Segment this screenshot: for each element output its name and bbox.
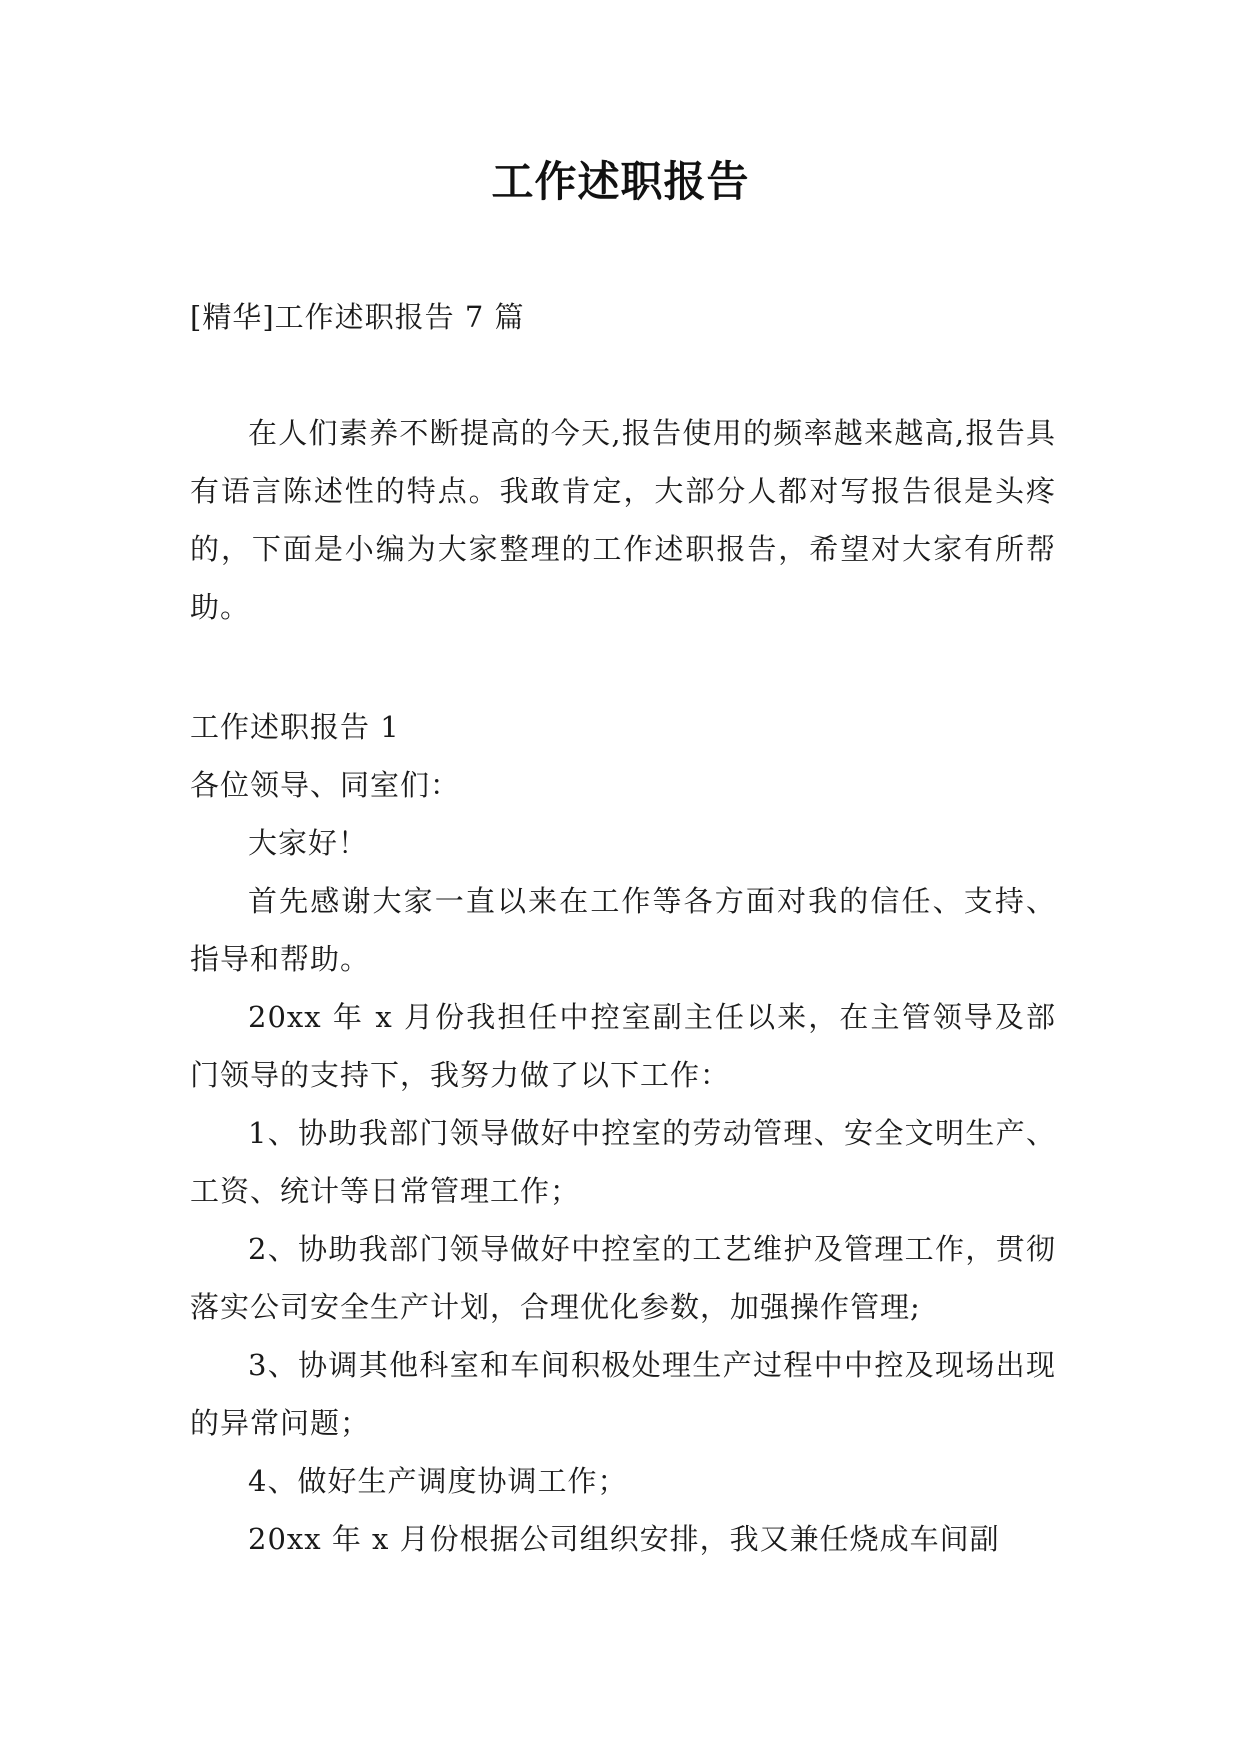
document-subtitle [190,288,1056,346]
section-heading: 工作述职报告 1 [190,710,400,744]
body-paragraph: 首先感谢大家一直以来在工作等各方面对我的信任、支持、指导和帮助。 [190,884,1056,976]
list-item: 2、协助我部门领导做好中控室的工艺维护及管理工作，贯彻落实公司安全生产计划，合理优化参数，加强操作管理; [190,1232,1056,1324]
list-item: 1、协助我部门领导做好中控室的劳动管理、安全文明生产、工资、统计等日常管理工作； [190,1116,1056,1208]
report-section-1 [190,698,1056,1568]
list-item: 4、做好生产调度协调工作； [248,1464,628,1498]
salutation: 各位领导、同室们： [190,768,461,802]
document-title: 工作述职报告 [491,157,750,206]
intro-paragraph-block [190,404,1056,636]
body-paragraph: 20xx 年 x 月份根据公司组织安排，我又兼任烧成车间副 [248,1522,1000,1556]
greeting: 大家好！ [248,826,369,860]
list-item: 3、协调其他科室和车间积极处理生产过程中中控及现场出现的异常问题； [190,1348,1056,1440]
intro-paragraph: 在人们素养不断提高的今天,报告使用的频率越来越高,报告具有语言陈述性的特点。我敢肯定，大部分人都对写报告很是头疼的，下面是小编为大家整理的工作述职报告，希望对大家有所帮助。 [190,416,1056,624]
body-paragraph: 20xx 年 x 月份我担任中控室副主任以来，在主管领导及部门领导的支持下，我努力做了以下工作： [190,1000,1056,1092]
subtitle-text: [精华]工作述职报告 7 篇 [190,300,525,334]
